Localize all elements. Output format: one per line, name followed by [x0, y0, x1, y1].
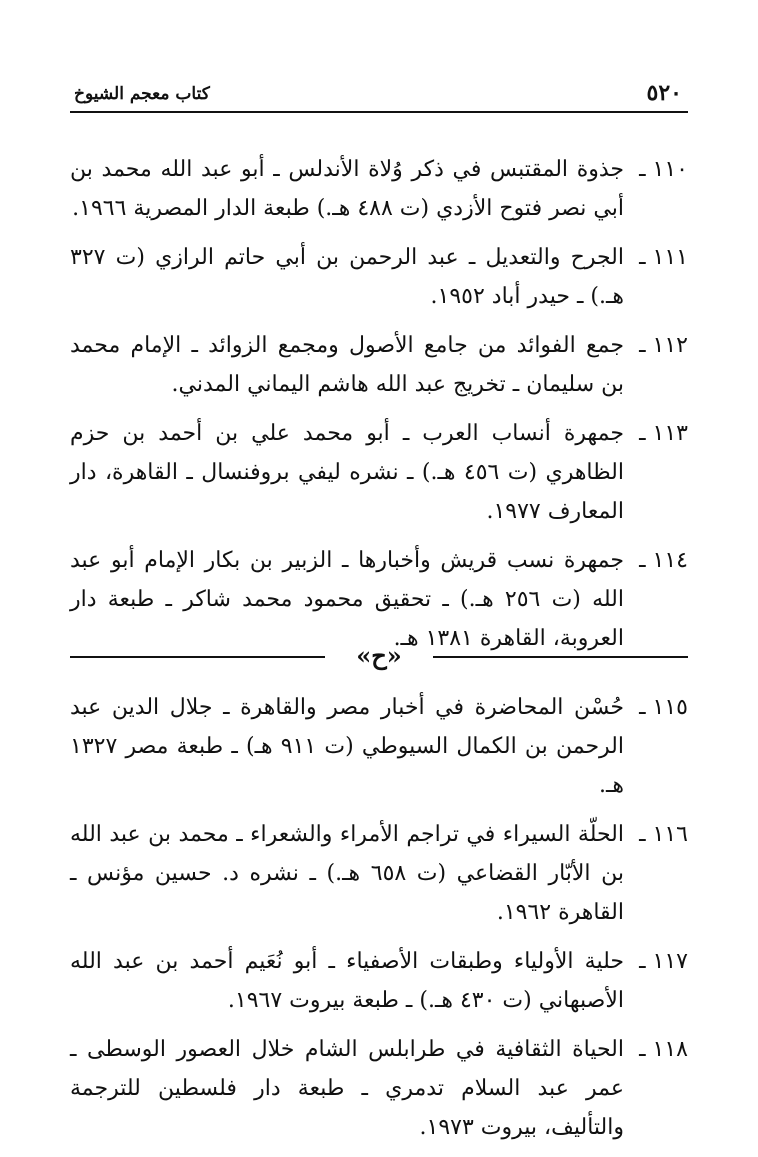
entry-text: الحياة الثقافية في طرابلس الشام خلال العصور الوسطى ـ عمر عبد السلام تدمري ـ طبعة دار فلسطين للترجمة والتأليف، بيروت ١٩٧٣. [70, 1037, 624, 1140]
entry-number: ١١٣ ـ [639, 421, 688, 446]
entry-text: جمهرة أنساب العرب ـ أبو محمد علي بن أحمد بن حزم الظاهري (ت ٤٥٦ هـ.) ـ نشره ليفي بروفنسال ـ القاهرة، دار المعارف ١٩٧٧. [70, 421, 624, 524]
entry-number: ١١٧ ـ [639, 949, 688, 974]
bibliography-entry [70, 150, 688, 228]
bibliography-entry [70, 326, 688, 404]
running-title: كتاب معجم الشيوخ [74, 84, 210, 104]
divider-line-right [433, 656, 688, 658]
entry-text: الجرح والتعديل ـ عبد الرحمن بن أبي حاتم الرازي (ت ٣٢٧ هـ.) ـ حيدر أباد ١٩٥٢. [70, 245, 624, 309]
bibliography-entry [70, 238, 688, 316]
entry-number: ١١١ ـ [639, 245, 688, 270]
entry-text: الحلّة السيراء في تراجم الأمراء والشعراء ـ محمد بن عبد الله بن الأبّار القضاعي (ت ٦٥٨ هـ.) ـ نشره د. حسين مؤنس ـ القاهرة ١٩٦٢. [70, 822, 625, 925]
entry-number: ١١٠ ـ [639, 157, 688, 182]
page-number: ٥٢٠ [646, 80, 682, 106]
bibliography-list-ha [70, 688, 688, 1157]
entry-text: حلية الأولياء وطبقات الأصفياء ـ أبو نُعَيم أحمد بن عبد الله الأصبهاني (ت ٤٣٠ هـ.) ـ طبعة بيروت ١٩٦٧. [70, 949, 624, 1013]
section-divider [70, 640, 688, 672]
bibliography-entry [70, 414, 688, 531]
entry-number: ١١٢ ـ [639, 333, 688, 358]
entry-text: جذوة المقتبس في ذكر وُلاة الأندلس ـ أبو عبد الله محمد بن أبي نصر فتوح الأزدي (ت ٤٨٨ هـ.) طبعة الدار المصرية ١٩٦٦. [70, 157, 624, 221]
bibliography-list-jim [70, 150, 688, 668]
entry-number: ١١٤ ـ [639, 548, 688, 573]
entry-number: ١١٥ ـ [639, 695, 688, 720]
entry-number: ١١٨ ـ [639, 1037, 688, 1062]
section-letter: «ح» [356, 641, 402, 670]
page-header [70, 70, 688, 108]
bibliography-entry [70, 688, 688, 805]
entry-text: حُسْن المحاضرة في أخبار مصر والقاهرة ـ جلال الدين عبد الرحمن بن الكمال السيوطي (ت ٩١١ هـ) ـ طبعة مصر ١٣٢٧ هـ. [70, 695, 624, 798]
header-rule [70, 111, 688, 113]
bibliography-entry [70, 1030, 688, 1147]
bibliography-entry [70, 815, 688, 932]
entry-text: جمهرة نسب قريش وأخبارها ـ الزبير بن بكار الإمام أبو عبد الله (ت ٢٥٦ هـ.) ـ تحقيق محمود محمد شاكر ـ طبعة دار العروبة، القاهرة ١٣٨١ هـ. [70, 548, 624, 651]
entry-text: جمع الفوائد من جامع الأصول ومجمع الزوائد ـ الإمام محمد بن سليمان ـ تخريج عبد الله هاشم اليماني المدني. [70, 333, 624, 397]
entry-number: ١١٦ ـ [639, 822, 688, 847]
bibliography-entry [70, 942, 688, 1020]
